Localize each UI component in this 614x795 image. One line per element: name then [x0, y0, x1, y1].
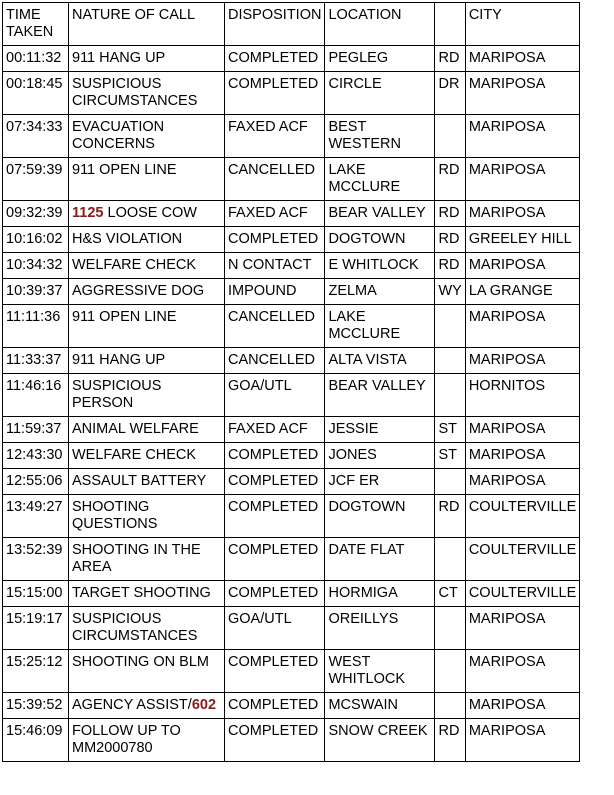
- cell-city: MARIPOSA: [465, 443, 579, 469]
- table-row: [3, 201, 580, 227]
- cell-time: 10:39:37: [3, 279, 69, 305]
- cell-nature: [69, 495, 225, 538]
- cell-suffix: DR: [435, 72, 465, 115]
- cell-nature: [69, 201, 225, 227]
- cell-location: BEST WESTERN: [325, 115, 435, 158]
- header-time-taken: TIME TAKEN: [3, 3, 69, 46]
- cell-time: 13:52:39: [3, 538, 69, 581]
- nature-text: ANIMAL WELFARE: [72, 421, 199, 437]
- cell-disposition: GOA/UTL: [225, 374, 325, 417]
- cell-disposition: CANCELLED: [225, 158, 325, 201]
- nature-text: TARGET SHOOTING: [72, 585, 211, 601]
- cell-suffix: RD: [435, 495, 465, 538]
- cell-city: MARIPOSA: [465, 650, 579, 693]
- cell-nature: [69, 693, 225, 719]
- cell-city: MARIPOSA: [465, 115, 579, 158]
- header-row: [3, 3, 580, 46]
- cell-suffix: [435, 538, 465, 581]
- table-row: [3, 279, 580, 305]
- cell-city: MARIPOSA: [465, 348, 579, 374]
- cell-suffix: [435, 115, 465, 158]
- cell-suffix: RD: [435, 227, 465, 253]
- cell-location: OREILLYS: [325, 607, 435, 650]
- cell-nature: [69, 650, 225, 693]
- cell-time: 10:16:02: [3, 227, 69, 253]
- cell-city: MARIPOSA: [465, 46, 579, 72]
- cell-location: WEST WHITLOCK: [325, 650, 435, 693]
- table-row: [3, 719, 580, 762]
- header-location: LOCATION: [325, 3, 435, 46]
- table-row: [3, 607, 580, 650]
- cell-disposition: GOA/UTL: [225, 607, 325, 650]
- cell-disposition: COMPLETED: [225, 469, 325, 495]
- cell-nature: [69, 374, 225, 417]
- cell-city: MARIPOSA: [465, 158, 579, 201]
- cell-time: 07:34:33: [3, 115, 69, 158]
- cell-nature: [69, 581, 225, 607]
- cell-suffix: [435, 348, 465, 374]
- cell-location: JESSIE: [325, 417, 435, 443]
- cell-suffix: [435, 305, 465, 348]
- cell-disposition: FAXED ACF: [225, 417, 325, 443]
- cell-disposition: CANCELLED: [225, 348, 325, 374]
- cell-time: 00:18:45: [3, 72, 69, 115]
- nature-text: SHOOTING QUESTIONS: [72, 499, 158, 532]
- cell-location: LAKE MCCLURE: [325, 158, 435, 201]
- cell-nature: [69, 469, 225, 495]
- cell-location: PEGLEG: [325, 46, 435, 72]
- nature-text: 911 HANG UP: [72, 50, 166, 66]
- table-row: [3, 46, 580, 72]
- cell-time: 07:59:39: [3, 158, 69, 201]
- cell-location: MCSWAIN: [325, 693, 435, 719]
- incident-code: 1125: [72, 205, 104, 221]
- cell-disposition: IMPOUND: [225, 279, 325, 305]
- cell-city: MARIPOSA: [465, 417, 579, 443]
- nature-text: FOLLOW UP TO MM2000780: [72, 723, 181, 756]
- cell-location: HORMIGA: [325, 581, 435, 607]
- header-suffix: [435, 3, 465, 46]
- cell-disposition: COMPLETED: [225, 650, 325, 693]
- cell-location: DATE FLAT: [325, 538, 435, 581]
- table-row: [3, 581, 580, 607]
- table-row: [3, 72, 580, 115]
- cell-disposition: COMPLETED: [225, 72, 325, 115]
- nature-text: AGGRESSIVE DOG: [72, 283, 205, 299]
- cell-disposition: FAXED ACF: [225, 115, 325, 158]
- cell-time: 11:11:36: [3, 305, 69, 348]
- cell-suffix: WY: [435, 279, 465, 305]
- cell-nature: [69, 607, 225, 650]
- cell-disposition: COMPLETED: [225, 443, 325, 469]
- cell-city: MARIPOSA: [465, 201, 579, 227]
- cell-disposition: COMPLETED: [225, 581, 325, 607]
- call-log-table: [2, 2, 580, 762]
- cell-location: JCF ER: [325, 469, 435, 495]
- cell-suffix: RD: [435, 719, 465, 762]
- cell-nature: [69, 158, 225, 201]
- table-row: [3, 227, 580, 253]
- cell-time: 15:25:12: [3, 650, 69, 693]
- cell-suffix: RD: [435, 46, 465, 72]
- table-row: [3, 158, 580, 201]
- cell-city: MARIPOSA: [465, 607, 579, 650]
- cell-location: E WHITLOCK: [325, 253, 435, 279]
- cell-suffix: [435, 469, 465, 495]
- cell-location: ZELMA: [325, 279, 435, 305]
- nature-text: SHOOTING IN THE AREA: [72, 542, 201, 575]
- cell-disposition: COMPLETED: [225, 495, 325, 538]
- cell-nature: [69, 46, 225, 72]
- cell-nature: [69, 443, 225, 469]
- header-city: CITY: [465, 3, 579, 46]
- cell-suffix: [435, 607, 465, 650]
- cell-suffix: RD: [435, 201, 465, 227]
- table-row: [3, 417, 580, 443]
- cell-disposition: FAXED ACF: [225, 201, 325, 227]
- cell-location: DOGTOWN: [325, 495, 435, 538]
- cell-time: 10:34:32: [3, 253, 69, 279]
- cell-city: LA GRANGE: [465, 279, 579, 305]
- cell-time: 15:39:52: [3, 693, 69, 719]
- nature-text: SUSPICIOUS CIRCUMSTANCES: [72, 76, 198, 109]
- table-row: [3, 115, 580, 158]
- cell-location: BEAR VALLEY: [325, 201, 435, 227]
- cell-nature: [69, 227, 225, 253]
- table-row: [3, 443, 580, 469]
- cell-time: 12:55:06: [3, 469, 69, 495]
- cell-time: 09:32:39: [3, 201, 69, 227]
- cell-location: LAKE MCCLURE: [325, 305, 435, 348]
- cell-time: 12:43:30: [3, 443, 69, 469]
- nature-text: ASSAULT BATTERY: [72, 473, 207, 489]
- cell-time: 15:46:09: [3, 719, 69, 762]
- cell-time: 11:33:37: [3, 348, 69, 374]
- nature-text: 911 HANG UP: [72, 352, 166, 368]
- cell-nature: [69, 253, 225, 279]
- cell-suffix: RD: [435, 158, 465, 201]
- nature-text: EVACUATION CONCERNS: [72, 119, 165, 152]
- cell-time: 11:59:37: [3, 417, 69, 443]
- table-row: [3, 374, 580, 417]
- nature-text: H&S VIOLATION: [72, 231, 183, 247]
- cell-nature: [69, 719, 225, 762]
- cell-nature: [69, 348, 225, 374]
- cell-suffix: [435, 650, 465, 693]
- cell-city: MARIPOSA: [465, 693, 579, 719]
- cell-nature: [69, 279, 225, 305]
- cell-disposition: COMPLETED: [225, 46, 325, 72]
- cell-city: COULTERVILLE: [465, 581, 579, 607]
- nature-text: AGENCY ASSIST/: [72, 697, 192, 713]
- cell-location: DOGTOWN: [325, 227, 435, 253]
- cell-nature: [69, 72, 225, 115]
- nature-text: SUSPICIOUS PERSON: [72, 378, 162, 411]
- table-row: [3, 253, 580, 279]
- cell-location: ALTA VISTA: [325, 348, 435, 374]
- cell-disposition: CANCELLED: [225, 305, 325, 348]
- cell-disposition: N CONTACT: [225, 253, 325, 279]
- cell-city: GREELEY HILL: [465, 227, 579, 253]
- cell-suffix: RD: [435, 253, 465, 279]
- nature-text: WELFARE CHECK: [72, 257, 197, 273]
- table-row: [3, 469, 580, 495]
- cell-city: MARIPOSA: [465, 719, 579, 762]
- cell-city: COULTERVILLE: [465, 495, 579, 538]
- cell-disposition: COMPLETED: [225, 538, 325, 581]
- cell-time: 15:15:00: [3, 581, 69, 607]
- cell-location: BEAR VALLEY: [325, 374, 435, 417]
- cell-disposition: COMPLETED: [225, 719, 325, 762]
- cell-location: JONES: [325, 443, 435, 469]
- cell-city: MARIPOSA: [465, 469, 579, 495]
- cell-nature: [69, 305, 225, 348]
- cell-nature: [69, 115, 225, 158]
- nature-text: WELFARE CHECK: [72, 447, 197, 463]
- cell-suffix: ST: [435, 443, 465, 469]
- table-row: [3, 305, 580, 348]
- cell-city: HORNITOS: [465, 374, 579, 417]
- table-row: [3, 348, 580, 374]
- table-row: [3, 495, 580, 538]
- cell-nature: [69, 538, 225, 581]
- incident-code: 602: [191, 697, 217, 713]
- table-row: [3, 693, 580, 719]
- nature-text: LOOSE COW: [107, 205, 197, 221]
- nature-text: SUSPICIOUS CIRCUMSTANCES: [72, 611, 198, 644]
- nature-text: SHOOTING ON BLM: [72, 654, 209, 670]
- cell-city: MARIPOSA: [465, 72, 579, 115]
- cell-location: SNOW CREEK: [325, 719, 435, 762]
- cell-city: COULTERVILLE: [465, 538, 579, 581]
- cell-suffix: CT: [435, 581, 465, 607]
- cell-suffix: ST: [435, 417, 465, 443]
- cell-location: CIRCLE: [325, 72, 435, 115]
- cell-time: 13:49:27: [3, 495, 69, 538]
- cell-time: 15:19:17: [3, 607, 69, 650]
- table-row: [3, 538, 580, 581]
- cell-city: MARIPOSA: [465, 253, 579, 279]
- cell-time: 00:11:32: [3, 46, 69, 72]
- header-nature-of-call: NATURE OF CALL: [69, 3, 225, 46]
- cell-time: 11:46:16: [3, 374, 69, 417]
- cell-city: MARIPOSA: [465, 305, 579, 348]
- nature-text: 911 OPEN LINE: [72, 162, 177, 178]
- cell-suffix: [435, 693, 465, 719]
- nature-text: 911 OPEN LINE: [72, 309, 177, 325]
- cell-nature: [69, 417, 225, 443]
- table-row: [3, 650, 580, 693]
- cell-disposition: COMPLETED: [225, 227, 325, 253]
- header-disposition: DISPOSITION: [225, 3, 325, 46]
- cell-suffix: [435, 374, 465, 417]
- cell-disposition: COMPLETED: [225, 693, 325, 719]
